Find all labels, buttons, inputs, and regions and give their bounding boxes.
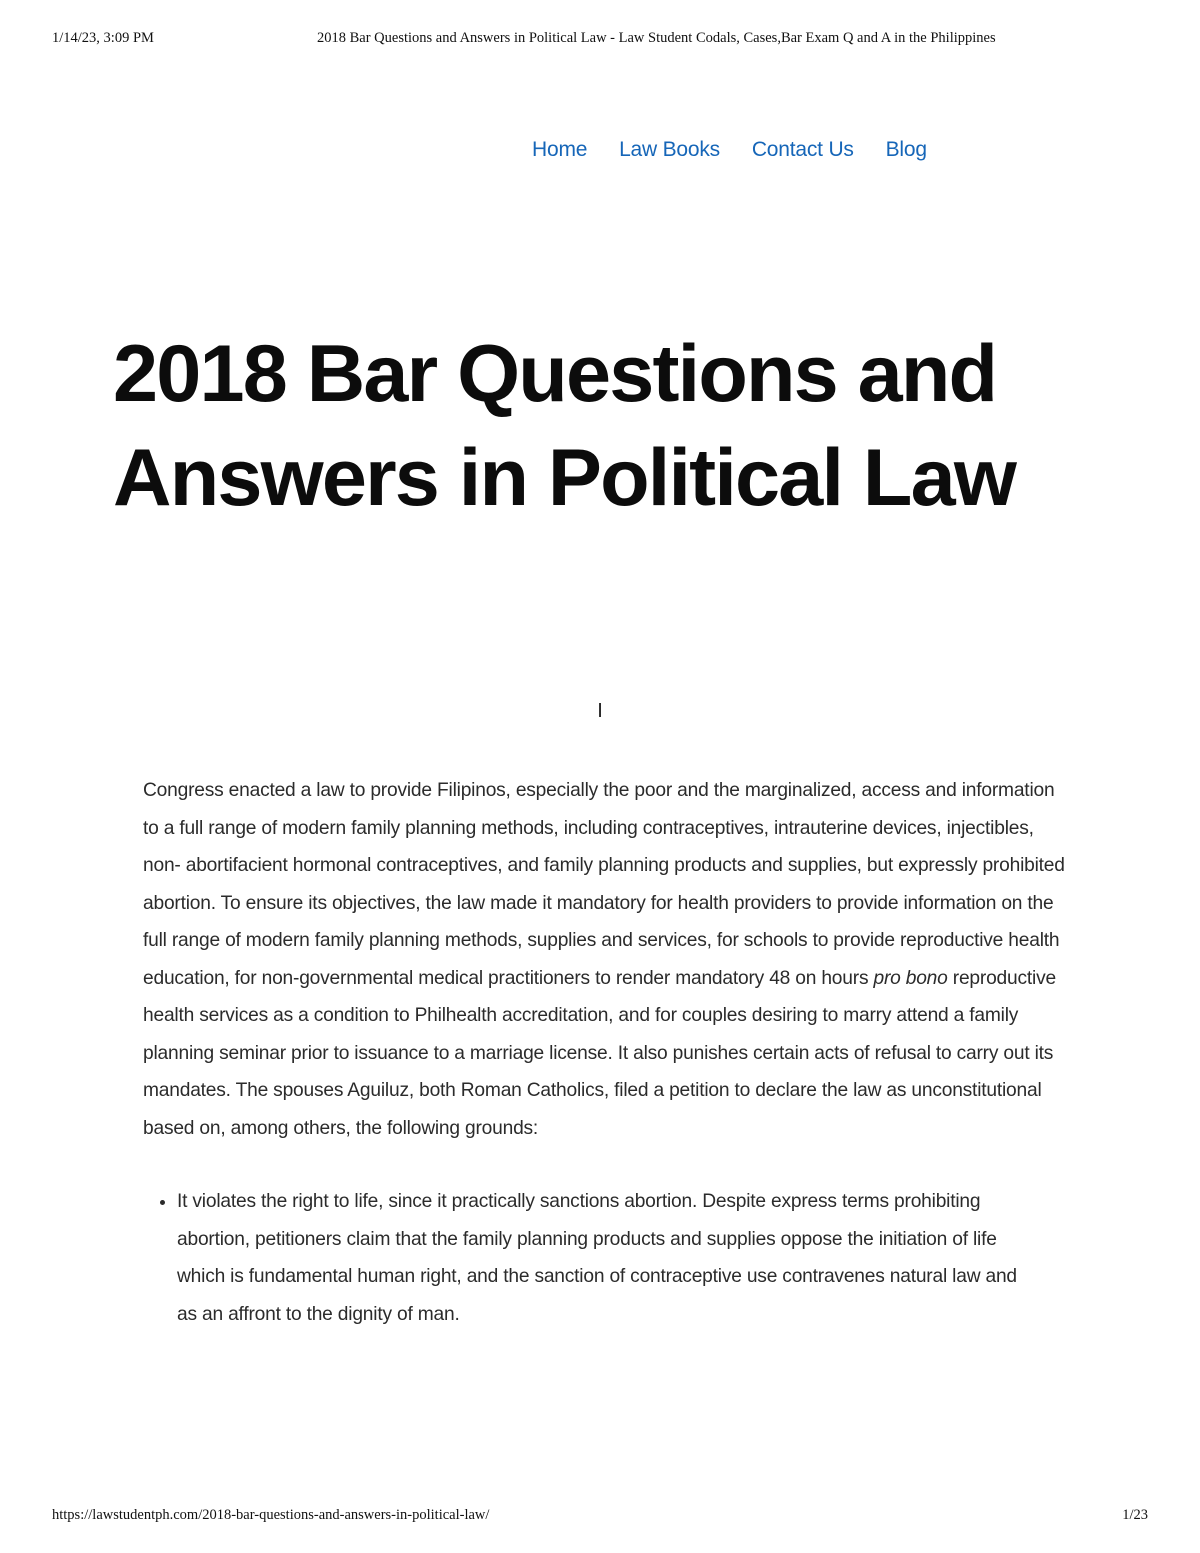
article-body <box>143 772 1068 1333</box>
question-text-italic: pro bono <box>873 967 948 989</box>
print-page-title: 2018 Bar Questions and Answers in Political Law - Law Student Codals, Cases,Bar Exam Q and A in the Philippines <box>317 30 996 46</box>
question-text-part-2: reproductive health services as a condition to Philhealth accreditation, and for couples desiring to marry attend a family planning seminar prior to issuance to a marriage license. It also punishes certain acts of refusal to carry out its mandates. The spouses Aguiluz, both Roman Catholics, filed a petition to declare the law as unconstitutional based on, among others, the following grounds: <box>143 967 1056 1139</box>
print-page-number: 1/23 <box>1122 1507 1148 1523</box>
nav-contact-us-link[interactable]: Contact Us <box>751 138 854 161</box>
nav-blog-link[interactable]: Blog <box>885 138 927 161</box>
print-date: 1/14/23, 3:09 PM <box>52 30 154 46</box>
nav-law-books-link[interactable]: Law Books <box>619 138 720 161</box>
print-footer <box>52 1507 1148 1527</box>
question-text-part-1: Congress enacted a law to provide Filipinos, especially the poor and the marginalized, access and information to a full range of modern family planning methods, including contraceptives, intrauterine devices, injectibles, non- abortifacient hormonal contraceptives, and family planning products and supplies, but expressly prohibited abortion. To ensure its objectives, the law made it mandatory for health providers to provide information on the full range of modern family planning methods, supplies and services, for schools to provide reproductive health education, for non-governmental medical practitioners to render mandatory 48 on hours <box>143 780 1065 989</box>
list-item: • It violates the right to life, since it practically sanctions abortion. Despite express terms prohibiting abortion, petitioners claim that the family planning products and supplies oppose the initiation of life which is fundamental human right, and the sanction of contraceptive use contravenes natural law and as an affront to the dignity of man. <box>177 1183 1037 1333</box>
main-nav <box>532 138 927 162</box>
section-numeral: I <box>597 700 603 722</box>
grounds-list <box>143 1183 1037 1333</box>
print-url: https://lawstudentph.com/2018-bar-questions-and-answers-in-political-law/ <box>52 1507 490 1523</box>
question-paragraph <box>143 772 1068 1147</box>
print-header <box>52 30 1148 50</box>
article-title: 2018 Bar Questions and Answers in Political Law <box>113 329 1016 523</box>
nav-home-link[interactable]: Home <box>532 138 588 161</box>
